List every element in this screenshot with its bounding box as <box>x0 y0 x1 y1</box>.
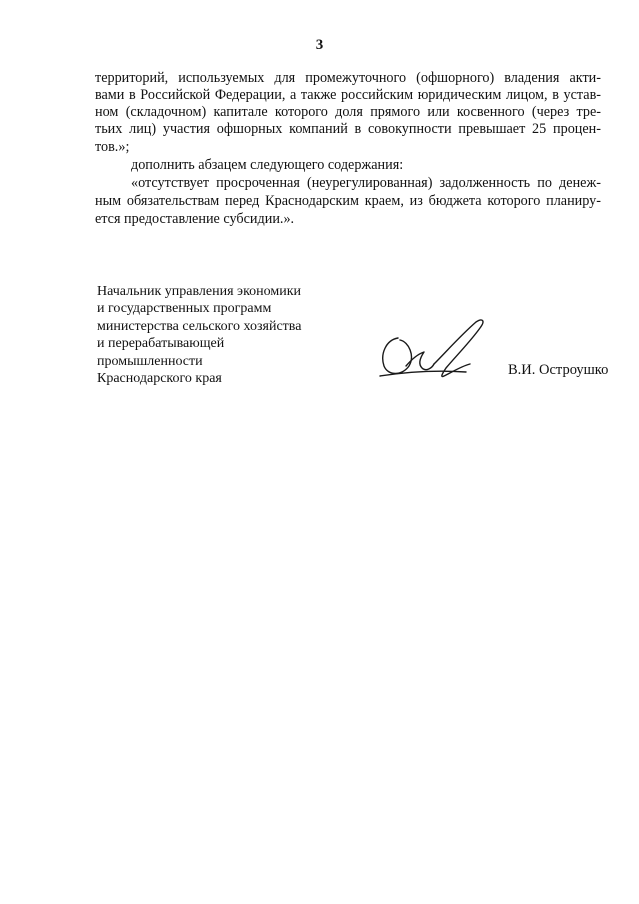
body-line: тьих лиц) участия офшорных компаний в совокупности превышает 25 процен- <box>95 121 601 137</box>
handwritten-signature <box>376 316 496 382</box>
signatory-title-line: и перерабатывающей <box>97 336 225 352</box>
body-line: вами в Российской Федерации, а также российским юридическим лицом, в устав- <box>95 87 601 103</box>
signatory-title-line: Начальник управления экономики <box>97 284 302 299</box>
signatory-title-line: промышленности <box>97 353 203 369</box>
body-line: ным обязательствам перед Краснодарским краем, из бюджета которого планиру- <box>95 193 601 209</box>
page-number: 3 <box>315 37 324 53</box>
body-line: территорий, используемых для промежуточного (офшорного) владения акти- <box>95 70 601 86</box>
body-line: дополнить абзацем следующего содержания: <box>131 157 404 173</box>
body-line: ется предоставление субсидии.». <box>95 211 295 227</box>
body-line: тов.»; <box>95 139 130 155</box>
body-line: «отсутствует просроченная (неурегулированная) задолженность по денеж- <box>131 175 601 191</box>
signatory-title-line: министерства сельского хозяйства <box>97 318 302 334</box>
signer-name: В.И. Остроушко <box>508 362 609 378</box>
signatory-title <box>97 283 301 387</box>
signatory-title-line: и государственных программ <box>97 301 272 317</box>
body-line: ном (складочном) капитале которого доля прямого или косвенного (через тре- <box>95 104 601 120</box>
signatory-title-line: Краснодарского края <box>97 371 222 387</box>
